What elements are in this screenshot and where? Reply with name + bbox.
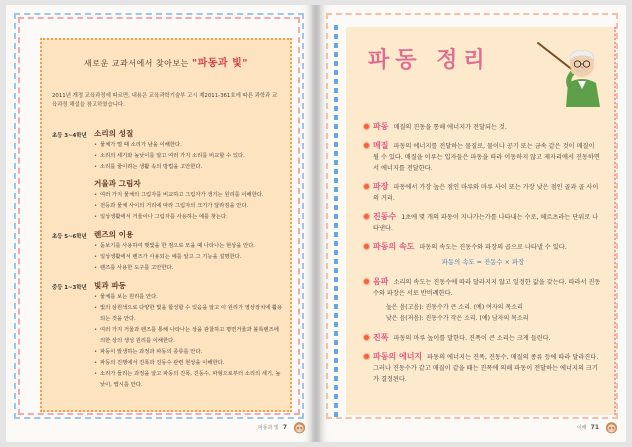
entry-sound-wave (364, 276, 602, 299)
curriculum-title-highlight: "파동과 빛" (191, 58, 248, 69)
wave-speed-formula: 파동의 속도 = 진동수 × 파장 (441, 258, 525, 266)
book-gutter (312, 5, 320, 442)
right-page-footer (577, 421, 618, 434)
entry-text: 파동의 에너지를 전달하는 물질로, 물이나 공기 또는 금속 같은 것이 매질이 될 수 있다. 매질을 이루는 입자들은 파동을 따라 이동하지 않고 제자리에서 진동하면서 에너지를 전달한다. (373, 143, 600, 172)
sound-example-high: 높은 음(고음): 진동수가 큰 소리. (예) 여자의 목소리 (386, 304, 523, 311)
footer-label: 이해 (576, 425, 587, 431)
entry-wave-speed (364, 241, 602, 253)
objective-item: • 물체가 떨 때 소리가 남을 이해한다. (94, 140, 284, 151)
footer-mascot-icon (293, 421, 306, 434)
entry-term: 음파 (373, 277, 389, 286)
curriculum-panel (40, 38, 292, 412)
objective-list (94, 241, 284, 274)
unit-list (94, 229, 284, 274)
objective-item: • 일상생활에서 거울이나 그림자를 사용하는 예를 찾는다. (94, 212, 284, 223)
objective-item: • 물체를 보는 원리를 안다. (94, 292, 284, 303)
grade-label: 초등 5~6학년 (52, 234, 87, 240)
entry-term: 파장 (373, 182, 389, 191)
page-number: 7 (282, 424, 287, 431)
entry-term: 파동의 에너지 (373, 352, 423, 361)
right-page (320, 5, 626, 442)
objective-item: • 소리를 줄이려는 생활 속의 방법을 고안한다. (94, 162, 284, 173)
unit-mirror-shadow (94, 178, 284, 223)
unit-lens (94, 229, 284, 274)
objective-item: • 파동이 발생하는 과정과 파동의 종류를 안다. (94, 347, 284, 358)
page-number: 71 (590, 424, 599, 431)
footer-label: 파동과 빛 (257, 425, 279, 431)
curriculum-intro: 2011년 개정 교육과정에 따르면, 내용은 교육과학기술부 고시 제2011-361호에 따른 과학과 교육과정 해설을 참고하였습니다. (52, 93, 278, 108)
bullet-dot-icon (364, 214, 369, 219)
entry-text: 파동에서 가장 높은 점인 마루와 마루 사이 또는 가장 낮은 점인 골과 골 사이의 거리. (373, 184, 599, 202)
objective-list (94, 190, 284, 223)
objective-item: • 소리가 들리는 과정을 알고 파동의 진폭, 진동수, 파형으로부터 소리의 세기, 높낮이, 맵시를 안다. (94, 369, 284, 391)
summary-panel (346, 27, 616, 415)
entry-amplitude (364, 332, 602, 344)
unit-list (94, 280, 284, 391)
entry-text: 1초에 몇 개의 파동이 지나가는가를 나타내는 수로, 헤르츠라는 단위로 나타낸다. (373, 214, 599, 232)
entry-term: 매질 (373, 141, 389, 150)
bullet-dot-icon (364, 354, 369, 359)
unit-title: 렌즈의 이용 (94, 230, 134, 239)
entry-term: 파동 (373, 122, 389, 131)
unit-title: 거울과 그림자 (94, 179, 141, 188)
entry-text: 파동의 마루 높이를 말한다. 진폭이 큰 소리는 크게 들린다. (393, 335, 551, 342)
entry-text: 매질의 진동을 통해 에너지가 전달되는 것. (393, 124, 507, 131)
entry-wave-energy (364, 351, 602, 385)
teacher-illustration (534, 37, 610, 109)
bullet-dot-icon (364, 184, 369, 189)
section-middle-1-3 (52, 280, 284, 391)
bullet-dot-icon (364, 124, 369, 129)
objective-item: • 여러 가지 물체의 그림자를 비교하고 그림자가 생기는 원리를 이해한다. (94, 190, 284, 201)
bullet-dot-icon (364, 143, 369, 148)
bullet-dot-icon (364, 335, 369, 340)
objective-list (94, 140, 284, 173)
bullet-dot-icon (364, 244, 369, 249)
sound-example-low: 낮은 음(저음): 진동수가 작은 소리. (예) 남자의 목소리 (386, 315, 529, 322)
objective-item: • 소리의 세기와 높낮이를 알고 여러 가지 소리를 비교할 수 있다. (94, 151, 284, 162)
entry-term: 진동수 (373, 212, 397, 221)
left-page (6, 5, 312, 442)
left-page-footer (258, 421, 306, 434)
objective-item: • 렌즈를 사용한 도구를 고안한다. (94, 263, 284, 274)
footer-mascot-icon (605, 421, 618, 434)
summary-entries (364, 121, 602, 392)
grade-label: 중등 1~3학년 (52, 285, 87, 291)
objective-item: • 파동의 진행에서 진폭과 진동수 관련 현상을 이해한다. (94, 358, 284, 369)
entry-wavelength (364, 181, 602, 204)
objective-item: • 여러 가지 거울과 렌즈를 통해 나타나는 상을 관찰하고 평면거울과 볼록렌즈에 의한 상의 생성 원리를 이해한다. (94, 325, 284, 347)
objective-item: • 일상생활에서 렌즈가 사용되는 예를 알고 그 기능을 설명한다. (94, 252, 284, 263)
curriculum-title (42, 54, 290, 69)
bullet-dot-icon (364, 279, 369, 284)
section-elementary-3-4 (52, 128, 284, 223)
section-elementary-5-6 (52, 229, 284, 274)
entry-text: 소리의 속도는 진동수에 따라 달라지지 않고 일정한 값을 갖는다. 따라서 진동수와 파장은 서로 반비례한다. (373, 279, 601, 297)
grade-label: 초등 3~4학년 (52, 133, 87, 139)
entry-medium (364, 140, 602, 174)
unit-sound (94, 128, 284, 173)
curriculum-sections (52, 128, 284, 397)
unit-light-wave (94, 280, 284, 391)
summary-title: 파동 정리 (368, 48, 491, 73)
curriculum-title-prefix: 새로운 교과서에서 찾아보는 (84, 59, 189, 68)
objective-list (94, 292, 284, 391)
objective-item: • 전등과 물체 사이의 거리에 따라 그림자의 크기가 달라짐을 안다. (94, 201, 284, 212)
pointer-stick (538, 43, 574, 71)
entry-text: 파동의 에너지는 진폭, 진동수, 매질의 종류 등에 따라 달라진다. 그러나 진동수가 같고 매질이 같을 때는 진폭에 의해 파동이 전달하는 에너지의 크기가 결정된다. (373, 354, 599, 383)
entry-frequency (364, 211, 602, 234)
entry-text: 파동의 속도는 진동수와 파장의 곱으로 나타낼 수 있다. (419, 244, 567, 251)
binding-stitch (334, 25, 338, 417)
objective-item: • 빛의 삼원색으로 다양한 빛을 합성할 수 있음을 알고 이 원리가 영상장치에 활용되는 것을 안다. (94, 303, 284, 325)
unit-title: 소리의 성질 (94, 129, 134, 138)
entry-term: 진폭 (373, 333, 389, 342)
teacher-head (570, 51, 594, 77)
objective-item: • 돋보기를 사용하여 햇빛을 한 점으로 모을 때 나타나는 현상을 안다. (94, 241, 284, 252)
sound-examples (364, 302, 602, 324)
entry-term: 파동의 속도 (373, 242, 415, 251)
unit-title: 빛과 파동 (94, 281, 126, 290)
entry-wave (364, 121, 602, 133)
unit-list (94, 128, 284, 223)
